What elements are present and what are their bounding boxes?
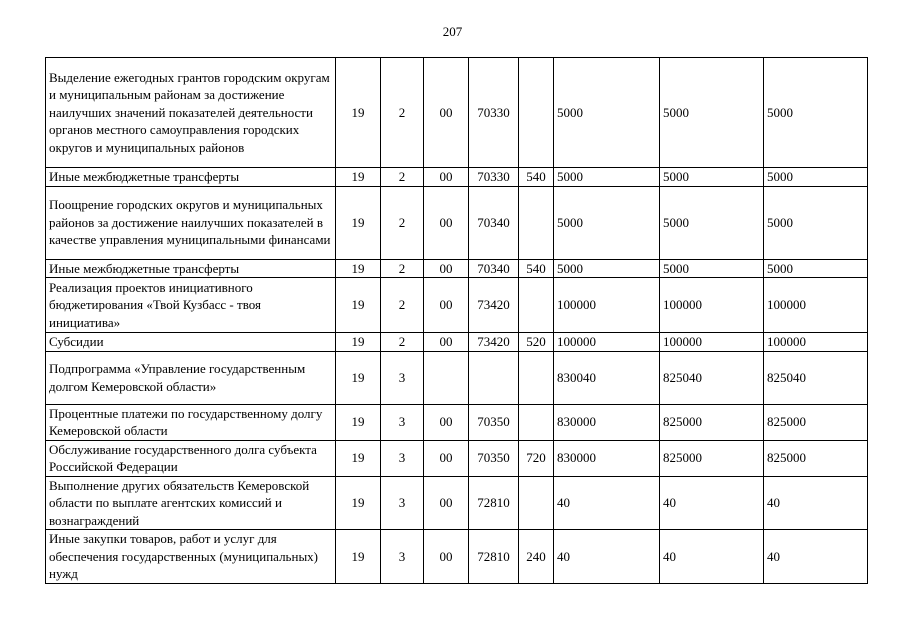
code-cell: 3	[381, 476, 424, 530]
amount-cell: 40	[554, 476, 660, 530]
code-cell: 720	[519, 440, 554, 476]
code-cell: 540	[519, 259, 554, 278]
code-cell: 72810	[469, 530, 519, 584]
code-cell: 19	[336, 278, 381, 333]
code-cell: 3	[381, 440, 424, 476]
amount-cell: 825040	[660, 351, 764, 404]
amount-cell: 100000	[554, 278, 660, 333]
table-row	[46, 278, 868, 333]
amount-cell: 5000	[554, 259, 660, 278]
amount-cell: 830040	[554, 351, 660, 404]
code-cell: 2	[381, 168, 424, 187]
code-cell: 3	[381, 404, 424, 440]
code-cell: 240	[519, 530, 554, 584]
code-cell: 00	[424, 168, 469, 187]
amount-cell: 100000	[660, 333, 764, 352]
table-row	[46, 530, 868, 584]
code-cell: 00	[424, 278, 469, 333]
amount-cell: 825000	[764, 404, 868, 440]
amount-cell: 40	[764, 530, 868, 584]
code-cell: 2	[381, 333, 424, 352]
amount-cell: 5000	[764, 168, 868, 187]
code-cell	[519, 351, 554, 404]
code-cell: 2	[381, 278, 424, 333]
table-row	[46, 186, 868, 259]
amount-cell: 100000	[660, 278, 764, 333]
amount-cell: 5000	[554, 168, 660, 187]
code-cell: 19	[336, 404, 381, 440]
row-name: Иные межбюджетные трансферты	[46, 259, 336, 278]
row-name: Иные межбюджетные трансферты	[46, 168, 336, 187]
table-row	[46, 333, 868, 352]
table-row	[46, 58, 868, 168]
code-cell: 19	[336, 476, 381, 530]
row-name: Поощрение городских округов и муниципальных районов за достижение наилучших показателей в качестве управления муниципальными финансами	[46, 186, 336, 259]
code-cell: 73420	[469, 278, 519, 333]
table-row	[46, 440, 868, 476]
code-cell: 70340	[469, 259, 519, 278]
code-cell: 00	[424, 333, 469, 352]
code-cell: 00	[424, 530, 469, 584]
amount-cell: 40	[764, 476, 868, 530]
code-cell: 540	[519, 168, 554, 187]
amount-cell: 830000	[554, 440, 660, 476]
code-cell: 19	[336, 440, 381, 476]
amount-cell: 40	[660, 476, 764, 530]
amount-cell: 5000	[554, 58, 660, 168]
code-cell: 73420	[469, 333, 519, 352]
code-cell: 3	[381, 530, 424, 584]
code-cell: 00	[424, 259, 469, 278]
code-cell: 70330	[469, 58, 519, 168]
amount-cell: 5000	[660, 58, 764, 168]
code-cell	[519, 278, 554, 333]
table-row	[46, 351, 868, 404]
code-cell: 19	[336, 168, 381, 187]
amount-cell: 825000	[660, 404, 764, 440]
code-cell: 19	[336, 351, 381, 404]
code-cell: 19	[336, 333, 381, 352]
amount-cell: 5000	[554, 186, 660, 259]
code-cell: 19	[336, 186, 381, 259]
code-cell	[424, 351, 469, 404]
amount-cell: 5000	[660, 186, 764, 259]
code-cell	[519, 58, 554, 168]
amount-cell: 825000	[660, 440, 764, 476]
code-cell: 00	[424, 440, 469, 476]
code-cell: 00	[424, 476, 469, 530]
amount-cell: 40	[554, 530, 660, 584]
row-name: Обслуживание государственного долга субъекта Российской Федерации	[46, 440, 336, 476]
code-cell	[519, 186, 554, 259]
code-cell: 70340	[469, 186, 519, 259]
row-name: Выполнение других обязательств Кемеровской области по выплате агентских комиссий и вознаграждений	[46, 476, 336, 530]
amount-cell: 830000	[554, 404, 660, 440]
row-name: Иные закупки товаров, работ и услуг для обеспечения государственных (муниципальных) нужд	[46, 530, 336, 584]
table-row	[46, 259, 868, 278]
row-name: Реализация проектов инициативного бюджетирования «Твой Кузбасс - твоя инициатива»	[46, 278, 336, 333]
amount-cell: 100000	[764, 278, 868, 333]
amount-cell: 5000	[764, 259, 868, 278]
table-row	[46, 168, 868, 187]
row-name: Подпрограмма «Управление государственным долгом Кемеровской области»	[46, 351, 336, 404]
code-cell: 72810	[469, 476, 519, 530]
code-cell: 2	[381, 259, 424, 278]
code-cell	[469, 351, 519, 404]
code-cell: 2	[381, 58, 424, 168]
row-name: Выделение ежегодных грантов городским округам и муниципальным районам за достижение наилучших значений показателей деятельности органов местного самоуправления городских округов и муниципальных районов	[46, 58, 336, 168]
amount-cell: 5000	[764, 58, 868, 168]
row-name: Процентные платежи по государственному долгу Кемеровской области	[46, 404, 336, 440]
page-number: 207	[442, 24, 463, 39]
amount-cell: 100000	[554, 333, 660, 352]
row-name: Субсидии	[46, 333, 336, 352]
code-cell: 00	[424, 404, 469, 440]
code-cell: 19	[336, 530, 381, 584]
code-cell: 19	[336, 259, 381, 278]
code-cell: 70350	[469, 440, 519, 476]
budget-table	[45, 57, 868, 584]
amount-cell: 40	[660, 530, 764, 584]
amount-cell: 5000	[660, 259, 764, 278]
amount-cell: 825040	[764, 351, 868, 404]
code-cell: 520	[519, 333, 554, 352]
code-cell: 70350	[469, 404, 519, 440]
table-row	[46, 476, 868, 530]
table-row	[46, 404, 868, 440]
amount-cell: 5000	[764, 186, 868, 259]
code-cell: 3	[381, 351, 424, 404]
amount-cell: 100000	[764, 333, 868, 352]
code-cell: 19	[336, 58, 381, 168]
code-cell	[519, 476, 554, 530]
code-cell	[519, 404, 554, 440]
code-cell: 70330	[469, 168, 519, 187]
amount-cell: 5000	[660, 168, 764, 187]
code-cell: 2	[381, 186, 424, 259]
code-cell: 00	[424, 58, 469, 168]
code-cell: 00	[424, 186, 469, 259]
table-body	[46, 58, 868, 584]
amount-cell: 825000	[764, 440, 868, 476]
